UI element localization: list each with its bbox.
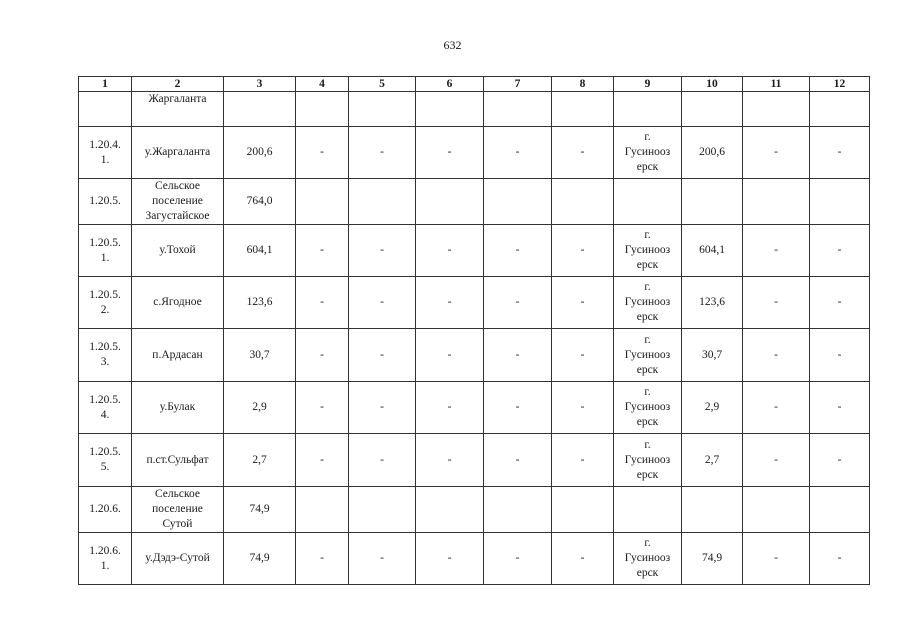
table-cell: 1.20.5. [79,179,132,225]
table-cell: 2,7 [224,434,296,487]
column-header: 10 [682,77,743,92]
table-cell: у.Жаргаланта [132,127,224,179]
column-header: 9 [614,77,682,92]
table-cell: - [810,277,870,329]
table-cell: - [416,434,484,487]
table-cell [296,487,349,533]
table-cell [416,179,484,225]
table-cell [552,92,614,127]
column-header: 4 [296,77,349,92]
table-cell: 74,9 [224,487,296,533]
table-row [79,127,870,179]
table-cell: - [810,127,870,179]
table-cell: - [743,127,810,179]
table-cell: 200,6 [682,127,743,179]
table-cell: - [743,434,810,487]
table-cell: - [296,329,349,382]
table-cell: 30,7 [224,329,296,382]
page-number: 632 [443,38,462,52]
table-row [79,533,870,585]
table-cell: - [743,225,810,277]
table-cell [810,179,870,225]
table-cell: - [810,434,870,487]
table-cell: 74,9 [224,533,296,585]
table-cell [296,92,349,127]
table-cell: 2,9 [224,382,296,434]
table-cell: Сельское поселение Загустайское [132,179,224,225]
table-cell: Сельское поселение Сутой [132,487,224,533]
table-cell: - [349,225,416,277]
table-cell [743,92,810,127]
table-cell [416,92,484,127]
table-cell [810,92,870,127]
table-cell: - [484,225,552,277]
table-row [79,434,870,487]
table-cell: - [416,329,484,382]
table-cell: - [552,277,614,329]
table-cell: - [743,277,810,329]
table-cell: п.ст.Сульфат [132,434,224,487]
table-cell: - [296,382,349,434]
table-cell [682,487,743,533]
table-row [79,277,870,329]
table-cell: 604,1 [682,225,743,277]
table-cell: г. Гусиноoз ерск [614,434,682,487]
table-cell: г. Гусиноoз ерск [614,329,682,382]
table-cell [484,487,552,533]
table-cell: - [743,533,810,585]
column-header: 11 [743,77,810,92]
table-cell: 764,0 [224,179,296,225]
table-cell: 1.20.5. 1. [79,225,132,277]
column-header: 3 [224,77,296,92]
table-cell: у.Тохой [132,225,224,277]
column-header: 8 [552,77,614,92]
table-cell [416,487,484,533]
table-cell [349,179,416,225]
table-cell: - [349,533,416,585]
table-cell: - [296,277,349,329]
table-cell [810,487,870,533]
column-header: 12 [810,77,870,92]
table-row [79,487,870,533]
table-cell: - [552,225,614,277]
table-cell [552,487,614,533]
table-row [79,382,870,434]
table-cell: 200,6 [224,127,296,179]
table-cell [224,92,296,127]
table-cell: - [552,533,614,585]
table-cell: - [349,277,416,329]
table-cell: 1.20.6. [79,487,132,533]
table-cell: г. Гусиноoз ерск [614,382,682,434]
table-cell [614,487,682,533]
table-cell [614,179,682,225]
table-cell: г. Гусиноoз ерск [614,277,682,329]
table-cell [743,487,810,533]
table-cell: - [349,434,416,487]
table-cell: - [552,434,614,487]
table-cell: п.Ардасан [132,329,224,382]
table-cell: - [349,127,416,179]
table-cell [484,179,552,225]
table-cell: 1.20.5. 5. [79,434,132,487]
table-cell: - [484,434,552,487]
table-cell: - [743,329,810,382]
table-header-row [79,77,870,92]
column-header: 2 [132,77,224,92]
table-cell: - [484,277,552,329]
table-cell: - [743,382,810,434]
table-cell [484,92,552,127]
table-cell [682,179,743,225]
table-cell: - [810,533,870,585]
column-header: 6 [416,77,484,92]
table-cell [743,179,810,225]
table-cell: - [349,382,416,434]
table-cell: - [416,127,484,179]
table-cell [296,179,349,225]
table-cell: - [810,382,870,434]
table-cell: с.Ягодное [132,277,224,329]
table-cell: - [552,127,614,179]
table-row [79,329,870,382]
table-cell: - [296,127,349,179]
table-cell: 1.20.5. 2. [79,277,132,329]
table-cell: - [810,225,870,277]
table-cell: 74,9 [682,533,743,585]
table-cell: - [296,434,349,487]
column-header: 5 [349,77,416,92]
table-cell: - [552,382,614,434]
table-row [79,225,870,277]
table-cell: у.Дэдэ-Сутой [132,533,224,585]
column-header: 1 [79,77,132,92]
table-cell: 1.20.5. 3. [79,329,132,382]
table-cell: г. Гусиноoз ерск [614,225,682,277]
table-cell: у.Булак [132,382,224,434]
table-cell: - [349,329,416,382]
table-cell: - [484,127,552,179]
table-cell [79,92,132,127]
table-cell: - [416,533,484,585]
table-cell: - [296,225,349,277]
table-cell [614,92,682,127]
table-cell [349,92,416,127]
table-cell: - [484,533,552,585]
table-cell: г. Гусиноoз ерск [614,533,682,585]
table-cell: 123,6 [224,277,296,329]
table-cell: - [484,329,552,382]
table-cell: 1.20.6. 1. [79,533,132,585]
table-cell: 123,6 [682,277,743,329]
table-cell: 30,7 [682,329,743,382]
table-cell: - [416,382,484,434]
table-cell: г. Гусиноoз ерск [614,127,682,179]
table-cell: - [416,225,484,277]
table-row [79,179,870,225]
table-cell [552,179,614,225]
table-row [79,92,870,127]
table-cell: - [810,329,870,382]
table-cell: Жаргаланта [132,92,224,127]
table-cell: 604,1 [224,225,296,277]
data-table [78,76,870,585]
table-cell: - [416,277,484,329]
column-header: 7 [484,77,552,92]
table-cell [682,92,743,127]
table-cell: 2,7 [682,434,743,487]
table-cell: - [484,382,552,434]
table-cell: 1.20.5. 4. [79,382,132,434]
table-cell [349,487,416,533]
table-cell: 2,9 [682,382,743,434]
table-cell: - [296,533,349,585]
table-cell: - [552,329,614,382]
table-cell: 1.20.4. 1. [79,127,132,179]
